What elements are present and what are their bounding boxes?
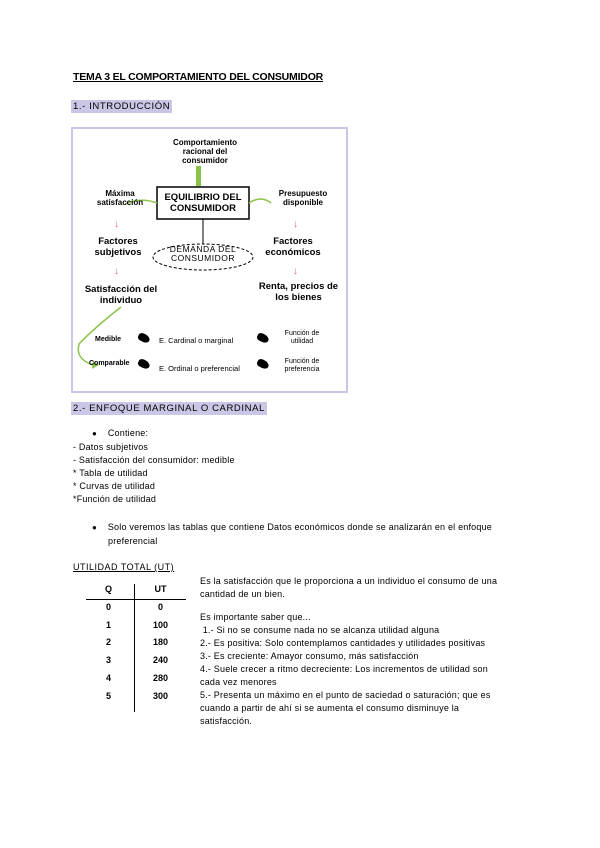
diagram-right-mid: Factores económicos — [265, 236, 321, 258]
cell-q: 5 — [105, 690, 111, 701]
row2-middle: E. Ordinal o preferencial — [159, 364, 240, 373]
list-item: * Tabla de utilidad — [73, 468, 148, 478]
diagram-left-mid: Factores subjetivos — [94, 236, 142, 258]
row2-right: Función de preferencia — [284, 358, 320, 373]
pink-arrow-right-2: ↓ — [293, 266, 298, 277]
table-row — [86, 691, 191, 709]
list-item: - Datos subjetivos — [73, 442, 149, 452]
pink-arrow-right-1: ↓ — [293, 219, 298, 230]
bullet-dot: ● — [92, 523, 98, 532]
column-header-q: Q — [104, 584, 112, 594]
cell-q: 2 — [105, 637, 111, 648]
point-item: 4.- Suele crecer a ritmo decreciente: Los incrementos de utilidad son — [200, 664, 488, 674]
point-item: cada vez menores — [200, 677, 277, 687]
table-row — [86, 637, 191, 655]
definition-line: Es la satisfacción que le proporciona a un individuo el consumo de una — [200, 576, 498, 586]
cell-q: 3 — [105, 655, 111, 666]
point-item: satisfacción. — [200, 716, 253, 726]
pink-arrow-left-2: ↓ — [114, 266, 119, 277]
cell-q: 1 — [105, 619, 111, 630]
ut-heading: UTILIDAD TOTAL (UT) — [73, 562, 175, 572]
point-item: 1.- Si no se consume nada no se alcanza utilidad alguna — [200, 625, 440, 635]
cell-ut: 0 — [157, 601, 163, 612]
important-label: Es importante saber que... — [200, 612, 311, 622]
section2-list — [73, 441, 235, 506]
diagram-right-bottom: Renta, precios de los bienes — [258, 281, 339, 303]
cell-ut: 240 — [152, 655, 169, 666]
row1-label: Medible — [95, 336, 122, 343]
note-line-1: Solo veremos las tablas que contiene Datos económicos donde se analizarán en el enfoque — [107, 522, 492, 532]
diagram-right-top: Presupuesto disponible — [278, 189, 328, 207]
diagram-top-label: Comportamiento racional del consumidor — [173, 138, 237, 165]
cell-ut: 280 — [152, 672, 169, 683]
green-arrow-shaft — [196, 166, 201, 186]
list-item: *Función de utilidad — [73, 494, 157, 504]
list-item: * Curvas de utilidad — [73, 481, 156, 491]
contiene-label: Contiene: — [107, 428, 149, 438]
ut-explanation — [200, 575, 530, 728]
table-row — [86, 602, 191, 620]
table-row — [86, 673, 191, 691]
point-item: 3.- Es creciente: Amayor consumo, más satisfacción — [200, 651, 419, 661]
cell-q: 0 — [105, 601, 111, 612]
column-header-ut: UT — [154, 584, 167, 594]
section-heading-introduccion: 1.- INTRODUCCIÓN — [73, 101, 171, 112]
definition-line: cantidad de un bien. — [200, 589, 286, 599]
cell-ut: 300 — [152, 690, 169, 701]
bullet-dot: ● — [92, 429, 98, 438]
row2-label: Comparable — [89, 360, 130, 367]
table-row — [86, 620, 191, 638]
table-header-divider — [86, 599, 186, 600]
pink-arrow-left-1: ↓ — [114, 219, 119, 230]
note-bullet — [92, 521, 532, 534]
note-line-2: preferencial — [108, 536, 158, 546]
diagram-center-box: EQUILIBRIO DEL CONSUMIDOR — [164, 192, 242, 214]
cell-ut: 180 — [152, 637, 169, 648]
row1-right: Función de utilidad — [284, 330, 320, 345]
diagram-left-bottom: Satisfacción del individuo — [84, 284, 158, 306]
cell-q: 4 — [105, 672, 111, 683]
point-item: 2.- Es positiva: Solo contemplamos cantidades y utilidades positivas — [200, 638, 486, 648]
cell-ut: 100 — [152, 619, 169, 630]
section-heading-enfoque: 2.- ENFOQUE MARGINAL O CARDINAL — [73, 403, 265, 414]
diagram-ellipse-label: DEMANDA DEL CONSUMIDOR — [169, 244, 237, 263]
utility-table — [86, 584, 191, 709]
page-title: TEMA 3 EL COMPORTAMIENTO DEL CONSUMIDOR — [73, 71, 324, 83]
row1-middle: E. Cardinal o marginal — [159, 336, 234, 345]
point-item: 5.- Presenta un máximo en el punto de saciedad o saturación; que es — [200, 690, 491, 700]
diagram-left-top: Máxima satisfacción — [96, 189, 144, 207]
consumer-behavior-diagram — [71, 127, 348, 393]
list-item: - Satisfacción del consumidor: medible — [73, 455, 235, 465]
table-row — [86, 655, 191, 673]
contiene-bullet — [92, 427, 148, 440]
point-item: cuando a partir de ahí si se aumenta el consumo disminuye la — [200, 703, 460, 713]
